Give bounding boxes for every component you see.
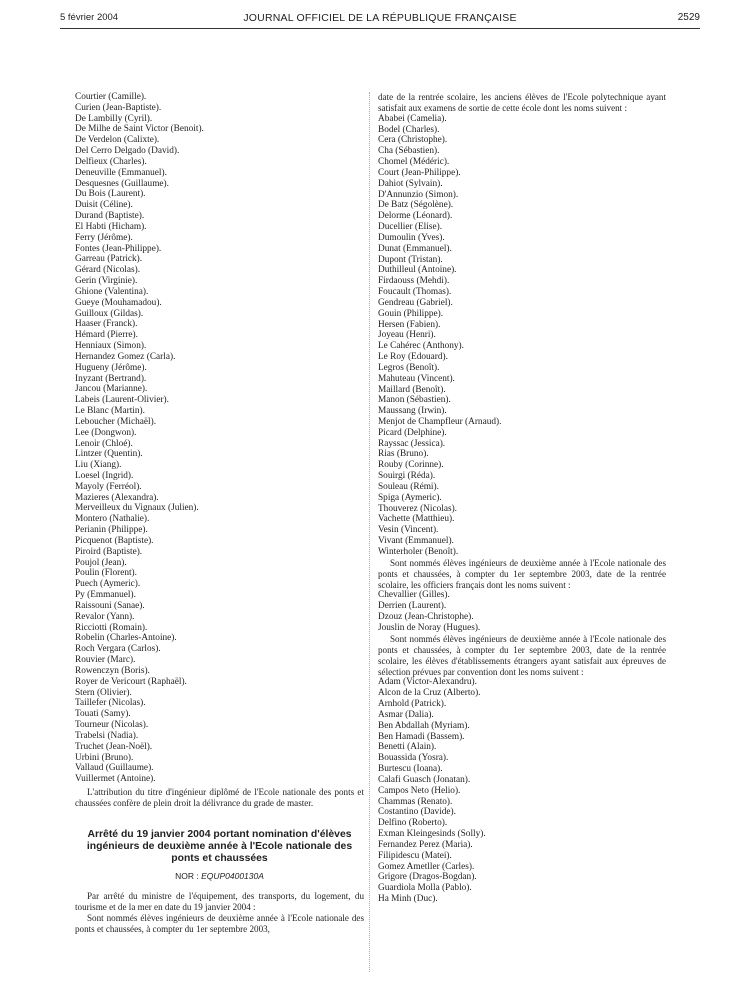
list-item: Urbini (Bruno). bbox=[75, 752, 134, 763]
list-item: De Verdelon (Calixte). bbox=[75, 135, 160, 146]
list-item: Ricciotti (Romain). bbox=[75, 622, 148, 633]
list-item: Costantino (Davide). bbox=[378, 807, 456, 818]
list-item: Souirgi (Réda). bbox=[378, 471, 436, 482]
list-item: Delfino (Roberto). bbox=[378, 818, 448, 829]
list-item: Vuillermet (Antoine). bbox=[75, 774, 156, 785]
list-item: Desquesnes (Guillaume). bbox=[75, 178, 169, 189]
list-item: Ghione (Valentina). bbox=[75, 286, 149, 297]
list-item: Hernandez Gomez (Carla). bbox=[75, 351, 176, 362]
list-item: Mazieres (Alexandra). bbox=[75, 492, 159, 503]
list-item: Hersen (Fabien). bbox=[378, 319, 441, 330]
list-item: Du Bois (Laurent). bbox=[75, 189, 146, 200]
list-item: Le Cahérec (Anthony). bbox=[378, 341, 464, 352]
nor-reference bbox=[75, 871, 364, 881]
list-item: Arnhold (Patrick). bbox=[378, 699, 447, 710]
name-list bbox=[378, 590, 666, 633]
list-item: Lenoir (Chloé). bbox=[75, 438, 133, 449]
list-item: Burtescu (Ioana). bbox=[378, 764, 443, 775]
list-item: Rias (Bruno). bbox=[378, 449, 429, 460]
list-item: Vivant (Emmanuel). bbox=[378, 536, 454, 547]
list-item: Cha (Sébastien). bbox=[378, 146, 440, 157]
list-item: Maillard (Benoît). bbox=[378, 384, 446, 395]
list-item: Campos Neto (Helio). bbox=[378, 785, 461, 796]
list-item: Bouassida (Yosra). bbox=[378, 753, 449, 764]
list-item: Ben Hamadi (Bassem). bbox=[378, 731, 465, 742]
page-number: 2529 bbox=[677, 12, 700, 23]
list-item: El Habti (Hicham). bbox=[75, 221, 147, 232]
list-item: Gendreau (Gabriel). bbox=[378, 297, 453, 308]
list-item: D'Annunzio (Simon). bbox=[378, 189, 459, 200]
list-item: Py (Emmanuel). bbox=[75, 590, 136, 601]
list-item: Cera (Christophe). bbox=[378, 135, 448, 146]
right-column bbox=[378, 92, 666, 905]
list-item: Curien (Jean-Baptiste). bbox=[75, 102, 162, 113]
list-item: Firdaouss (Mehdi). bbox=[378, 276, 450, 287]
publication-date: 5 février 2004 bbox=[60, 12, 119, 23]
list-item: Piroird (Baptiste). bbox=[75, 546, 143, 557]
list-item: Henniaux (Simon). bbox=[75, 341, 147, 352]
list-item: Gerin (Virginie). bbox=[75, 276, 138, 287]
list-item: Dupont (Tristan). bbox=[378, 254, 443, 265]
list-item: Duthilleul (Antoine). bbox=[378, 265, 457, 276]
list-item: Trabelsi (Nadia). bbox=[75, 730, 139, 741]
list-item: Merveilleux du Vignaux (Julien). bbox=[75, 503, 199, 514]
list-item: Dumoulin (Yves). bbox=[378, 232, 445, 243]
intro-continuation: date de la rentrée scolaire, les anciens élèves de l'Ecole polytechnique ayant satisfait aux examens de sortie de cette école dont les noms suivent : bbox=[378, 92, 666, 113]
list-item: Chomel (Médéric). bbox=[378, 157, 450, 168]
list-item: Ababei (Camelia). bbox=[378, 113, 447, 124]
list-item: De Milhe de Saint Victor (Benoit). bbox=[75, 124, 204, 135]
list-item: Ferry (Jérôme). bbox=[75, 232, 133, 243]
list-item: Touati (Samy). bbox=[75, 709, 131, 720]
list-item: Filipidescu (Matei). bbox=[378, 850, 452, 861]
list-item: Jancou (Marianne). bbox=[75, 384, 148, 395]
list-item: Adam (Victor-Alexandru). bbox=[378, 677, 477, 688]
list-item: Royer de Vericourt (Raphaël). bbox=[75, 676, 187, 687]
list-item: Duisit (Céline). bbox=[75, 200, 133, 211]
list-item: Loesel (Ingrid). bbox=[75, 470, 134, 481]
list-item: Inyzant (Bertrand). bbox=[75, 373, 147, 384]
list-item: Liu (Xiang). bbox=[75, 460, 122, 471]
list-item: Truchet (Jean-Noël). bbox=[75, 741, 153, 752]
list-item: Courtier (Camille). bbox=[75, 92, 147, 102]
list-item: Spiga (Aymeric). bbox=[378, 492, 442, 503]
foreign-students-paragraph: Sont nommés élèves ingénieurs de deuxième année à l'Ecole nationale des ponts et chaussées, à compter du 1er septembre 2003, date de la rentrée scolaire, les élèves d'établissements étrangers ayant satisfait aux épreuves de sélection prévues par convention dont les noms suivent : bbox=[378, 633, 666, 677]
list-item: Gérard (Nicolas). bbox=[75, 265, 141, 276]
list-item: Haaser (Franck). bbox=[75, 319, 138, 330]
list-item: Poulin (Florent). bbox=[75, 568, 137, 579]
name-list bbox=[378, 114, 666, 558]
list-item: Dzouz (Jean-Christophe). bbox=[378, 612, 474, 623]
list-item: Guardiola Molla (Pablo). bbox=[378, 883, 472, 894]
list-item: Le Roy (Edouard). bbox=[378, 352, 448, 363]
list-item: Lee (Dongwon). bbox=[75, 427, 137, 438]
list-item: Mayoly (Ferréol). bbox=[75, 481, 142, 492]
list-item: Durand (Baptiste). bbox=[75, 211, 145, 222]
list-item: Delorme (Léonard). bbox=[378, 211, 453, 222]
list-item: Chammas (Renato). bbox=[378, 796, 453, 807]
list-item: Vesin (Vincent). bbox=[378, 525, 439, 536]
list-item: Gouin (Philippe). bbox=[378, 308, 444, 319]
list-item: Del Cerro Delgado (David). bbox=[75, 146, 180, 157]
list-item: Rowenczyn (Boris). bbox=[75, 665, 150, 676]
list-item: Deneuville (Emmanuel). bbox=[75, 167, 167, 178]
list-item: Picquenot (Baptiste). bbox=[75, 535, 154, 546]
list-item: Souleau (Rémi). bbox=[378, 481, 439, 492]
list-item: De Lambilly (Cyril). bbox=[75, 113, 153, 124]
list-item: Mahuteau (Vincent). bbox=[378, 373, 455, 384]
list-item: De Batz (Ségolène). bbox=[378, 200, 454, 211]
list-item: Derrien (Laurent). bbox=[378, 601, 447, 612]
list-item: Alcon de la Cruz (Alberto). bbox=[378, 688, 481, 699]
list-item: Dunat (Emmanuel). bbox=[378, 243, 452, 254]
list-item: Puech (Aymeric). bbox=[75, 579, 141, 590]
list-item: Roch Vergara (Carlos). bbox=[75, 644, 161, 655]
list-item: Rouvier (Marc). bbox=[75, 655, 136, 666]
list-item: Revalor (Yann). bbox=[75, 611, 135, 622]
list-item: Asmar (Dalia). bbox=[378, 709, 434, 720]
list-item: Montero (Nathalie). bbox=[75, 514, 150, 525]
list-item: Calafi Guasch (Jonatan). bbox=[378, 774, 471, 785]
list-item: Poujol (Jean). bbox=[75, 557, 127, 568]
list-item: Fontes (Jean-Philippe). bbox=[75, 243, 162, 254]
list-item: Rayssac (Jessica). bbox=[378, 438, 446, 449]
list-item: Grigore (Dragos-Bogdan). bbox=[378, 872, 477, 883]
list-item: Joyeau (Henri). bbox=[378, 330, 436, 341]
list-item: Bodel (Charles). bbox=[378, 124, 440, 135]
list-item: Vachette (Matthieu). bbox=[378, 514, 455, 525]
intro-paragraph: Par arrêté du ministre de l'équipement, des transports, du logement, du tourisme et de la mer en date du 19 janvier 2004 : bbox=[75, 890, 364, 912]
nomination-paragraph: Sont nommés élèves ingénieurs de deuxième année à l'Ecole nationale des ponts et chaussées, à compter du 1er septembre 2003, bbox=[75, 912, 364, 934]
list-item: Guilloux (Gildas). bbox=[75, 308, 144, 319]
list-item: Exman Kleingesinds (Solly). bbox=[378, 829, 486, 840]
nor-label: NOR : bbox=[175, 870, 199, 881]
list-item: Leboucher (Michaël). bbox=[75, 416, 157, 427]
list-item: Legros (Benoît). bbox=[378, 362, 440, 373]
list-item: Hugueny (Jérôme). bbox=[75, 362, 147, 373]
list-item: Gomez Ametller (Carles). bbox=[378, 861, 475, 872]
list-item: Perianin (Philippe). bbox=[75, 525, 148, 536]
list-item: Foucault (Thomas). bbox=[378, 287, 452, 298]
list-item: Rouby (Corinne). bbox=[378, 460, 444, 471]
name-list bbox=[378, 677, 666, 904]
left-column bbox=[75, 92, 364, 934]
list-item: Vallaud (Guillaume). bbox=[75, 763, 154, 774]
list-item: Dahiot (Sylvain). bbox=[378, 178, 443, 189]
list-item: Manon (Sébastien). bbox=[378, 395, 451, 406]
list-item: Labeis (Laurent-Olivier). bbox=[75, 395, 169, 406]
list-item: Maussang (Irwin). bbox=[378, 406, 447, 417]
list-item: Taillefer (Nicolas). bbox=[75, 698, 146, 709]
journal-title: JOURNAL OFFICIEL DE LA RÉPUBLIQUE FRANÇAISE bbox=[243, 12, 517, 24]
list-item: Hémard (Pierre). bbox=[75, 330, 138, 341]
list-item: Court (Jean-Philippe). bbox=[378, 167, 461, 178]
list-item: Ben Abdallah (Myriam). bbox=[378, 720, 470, 731]
officers-paragraph: Sont nommés élèves ingénieurs de deuxième année à l'Ecole nationale des ponts et chaussées, à compter du 1er septembre 2003, date de la rentrée scolaire, les officiers français dont les noms suivent : bbox=[378, 557, 666, 590]
list-item: Fernandez Perez (Maria). bbox=[378, 839, 473, 850]
list-item: Picard (Delphine). bbox=[378, 427, 447, 438]
list-item: Menjot de Champfleur (Arnaud). bbox=[378, 417, 502, 427]
page-header bbox=[60, 12, 700, 29]
list-item: Delfieux (Charles). bbox=[75, 156, 147, 167]
list-item: Tourneur (Nicolas). bbox=[75, 720, 149, 731]
list-item: Ha Minh (Duc). bbox=[378, 893, 438, 904]
list-item: Garreau (Patrick). bbox=[75, 254, 143, 265]
column-divider bbox=[369, 92, 370, 972]
list-item: Robelin (Charles-Antoine). bbox=[75, 633, 177, 644]
list-item: Thouverez (Nicolas). bbox=[378, 503, 457, 514]
list-item: Ducellier (Elise). bbox=[378, 222, 443, 233]
list-item: Jouslin de Noray (Hugues). bbox=[378, 622, 481, 633]
list-item: Raissouni (Sanae). bbox=[75, 600, 145, 611]
list-item: Chevallier (Gilles). bbox=[378, 590, 450, 601]
name-list bbox=[75, 92, 364, 785]
list-item: Stern (Olivier). bbox=[75, 687, 132, 698]
closing-paragraph: L'attribution du titre d'ingénieur diplômé de l'Ecole nationale des ponts et chaussées confère de plein droit la délivrance du grade de master. bbox=[75, 787, 364, 808]
nor-code: EQUP0400130A bbox=[201, 870, 264, 881]
decree-title: Arrêté du 19 janvier 2004 portant nomination d'élèves ingénieurs de deuxième année à l'Ecole nationale des ponts et chaussées bbox=[86, 828, 353, 864]
list-item: Winterholer (Benoît). bbox=[378, 546, 459, 557]
list-item: Benetti (Alain). bbox=[378, 742, 437, 753]
list-item: Lintzer (Quentin). bbox=[75, 449, 143, 460]
list-item: Le Blanc (Martin). bbox=[75, 406, 145, 417]
list-item: Gueye (Mouhamadou). bbox=[75, 297, 162, 308]
